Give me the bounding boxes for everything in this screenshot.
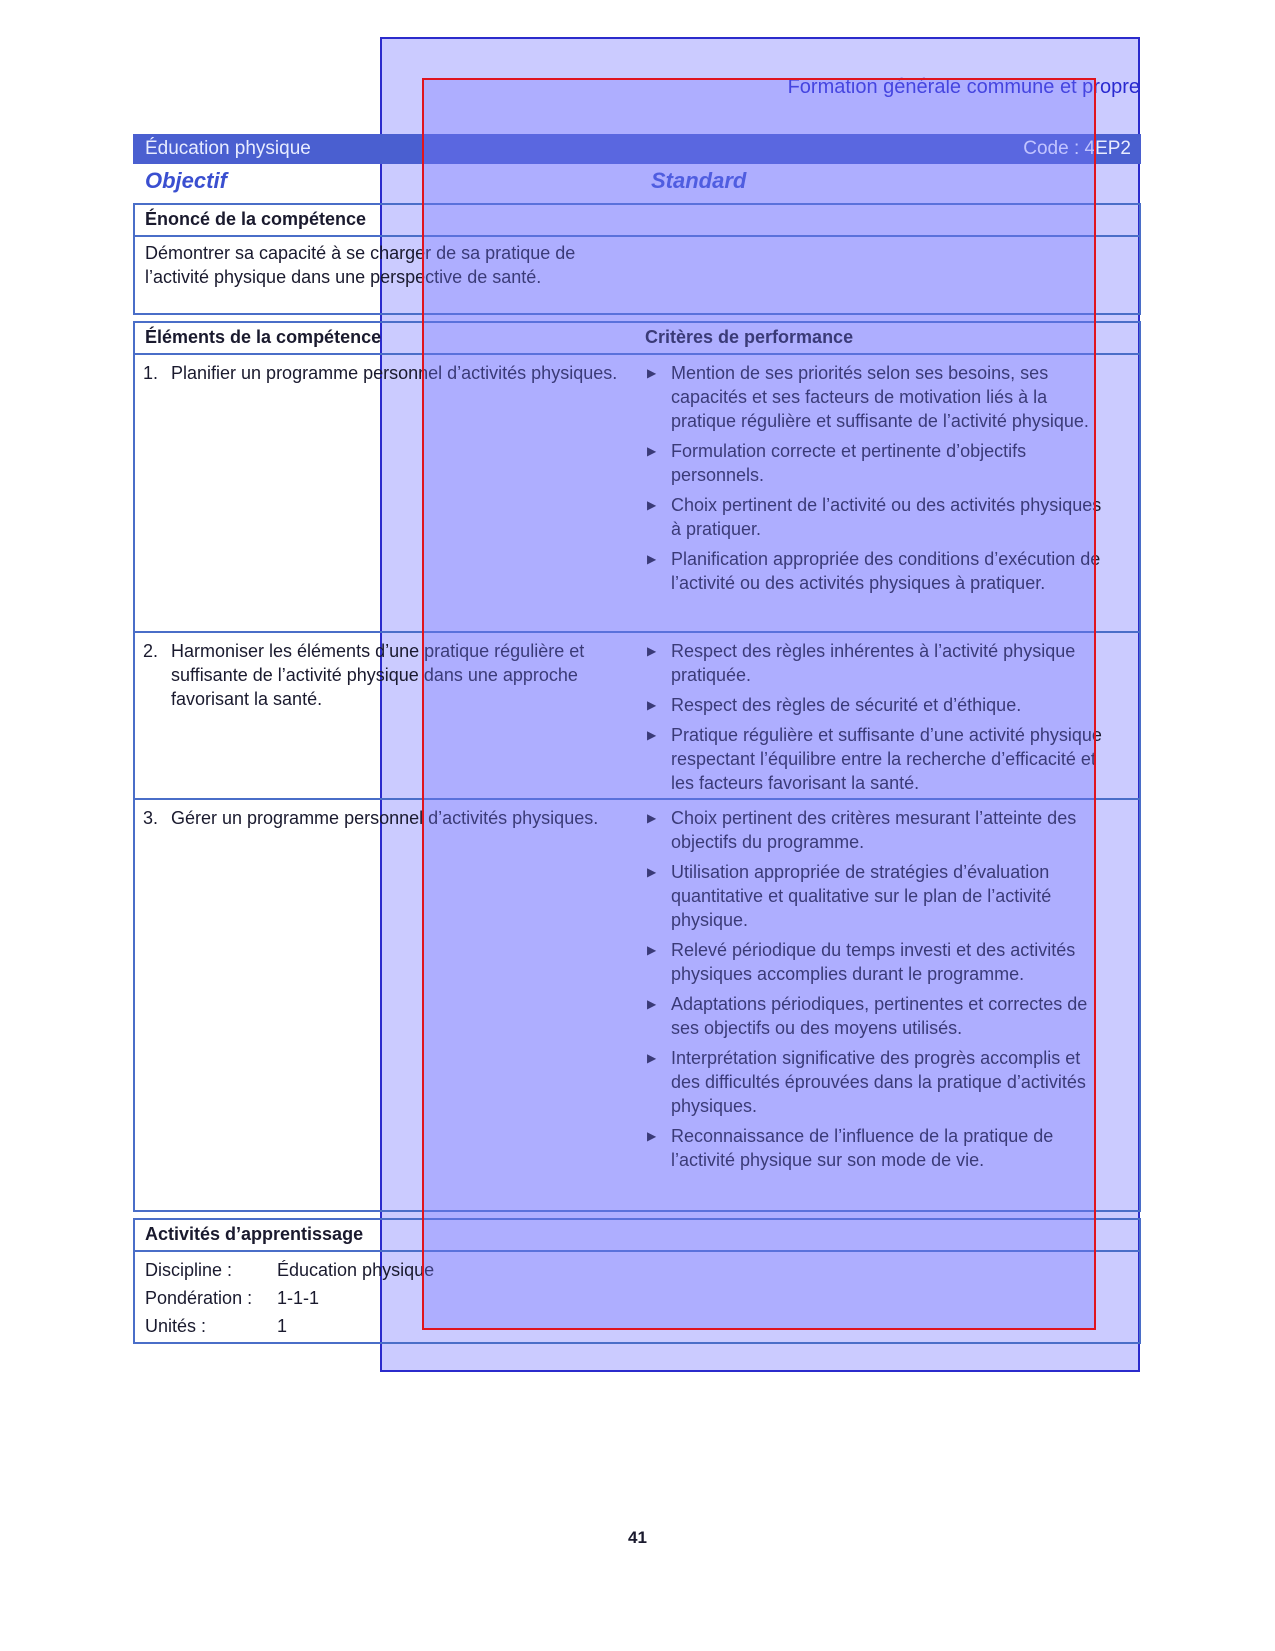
bullet-icon: ▶ <box>647 943 657 957</box>
bullet-icon: ▶ <box>647 1129 657 1143</box>
highlight-overlay-inner <box>422 78 1096 1330</box>
element-description: Harmoniser les éléments d’une pratique régulière et suffisante de l’activité physique dans une approche favorisant la santé. <box>171 641 585 709</box>
criterion-text: Mention de ses priorités selon ses besoins, ses capacités et ses facteurs de motivation liés à la pratique régulière et suffisante de l’activité physique. <box>671 363 1089 431</box>
bullet-icon: ▶ <box>647 644 657 658</box>
discipline-label: Discipline : <box>145 1260 233 1280</box>
criteria-heading: Critères de performance <box>645 327 854 347</box>
competency-statement-text: Démontrer sa capacité à se charger de sa pratique de l’activité physique dans une perspective de santé. <box>145 243 576 287</box>
unites-value: 1 <box>277 1316 288 1336</box>
element-description: Gérer un programme personnel d’activités physiques. <box>171 808 599 828</box>
criterion-text: Relevé périodique du temps investi et des activités physiques accomplies durant le programme. <box>671 940 1076 984</box>
ponderation-label: Pondération : <box>145 1288 253 1308</box>
criterion-text: Respect des règles inhérentes à l’activité physique pratiquée. <box>671 641 1076 685</box>
criterion-text: Planification appropriée des conditions d’exécution de l’activité ou des activités physiques à pratiquer. <box>671 549 1101 593</box>
elements-heading: Éléments de la compétence <box>145 327 382 347</box>
bullet-icon: ▶ <box>647 366 657 380</box>
criterion-text: Respect des règles de sécurité et d’éthique. <box>671 695 1022 715</box>
criterion-text: Reconnaissance de l’influence de la pratique de l’activité physique sur son mode de vie. <box>671 1126 1054 1170</box>
bullet-icon: ▶ <box>647 1051 657 1065</box>
discipline-value: Éducation physique <box>277 1260 435 1280</box>
criterion-text: Pratique régulière et suffisante d’une activité physique respectant l’équilibre entre la recherche d’efficacité et les facteurs favorisant la santé. <box>671 725 1102 793</box>
bullet-icon: ▶ <box>647 865 657 879</box>
element-number: 1. <box>143 363 159 383</box>
criterion-text: Adaptations périodiques, pertinentes et correctes de ses objectifs ou des moyens utilisés. <box>671 994 1088 1038</box>
competency-statement-heading: Énoncé de la compétence <box>135 205 1139 237</box>
element-number: 3. <box>143 808 159 828</box>
bullet-icon: ▶ <box>647 997 657 1011</box>
criterion-text: Choix pertinent de l’activité ou des activités physiques à pratiquer. <box>671 495 1102 539</box>
element-description: Planifier un programme personnel d’activités physiques. <box>171 363 618 383</box>
bullet-icon: ▶ <box>647 498 657 512</box>
page-number: 41 <box>628 1528 647 1547</box>
bullet-icon: ▶ <box>647 552 657 566</box>
bullet-icon: ▶ <box>647 444 657 458</box>
criterion-text: Choix pertinent des critères mesurant l’atteinte des objectifs du programme. <box>671 808 1077 852</box>
standard-label: Standard <box>651 168 747 193</box>
course-code: Code : 4EP2 <box>1023 138 1131 159</box>
bullet-icon: ▶ <box>647 698 657 712</box>
criterion-text: Interprétation significative des progrès accomplis et des difficultés éprouvées dans la pratique d’activités physiques. <box>671 1048 1086 1116</box>
ponderation-value: 1-1-1 <box>277 1288 320 1308</box>
criterion-text: Formulation correcte et pertinente d’objectifs personnels. <box>671 441 1027 485</box>
objectif-label: Objectif <box>145 168 227 193</box>
bullet-icon: ▶ <box>647 811 657 825</box>
learning-activities-heading: Activités d’apprentissage <box>135 1220 1139 1252</box>
criterion-text: Utilisation appropriée de stratégies d’évaluation quantitative et qualitative sur le plan de l’activité physique. <box>671 862 1052 930</box>
bullet-icon: ▶ <box>647 728 657 742</box>
element-number: 2. <box>143 641 159 661</box>
program-header: Formation générale commune et propre <box>787 76 1140 98</box>
unites-label: Unités : <box>145 1316 207 1336</box>
course-name: Éducation physique <box>145 138 311 159</box>
